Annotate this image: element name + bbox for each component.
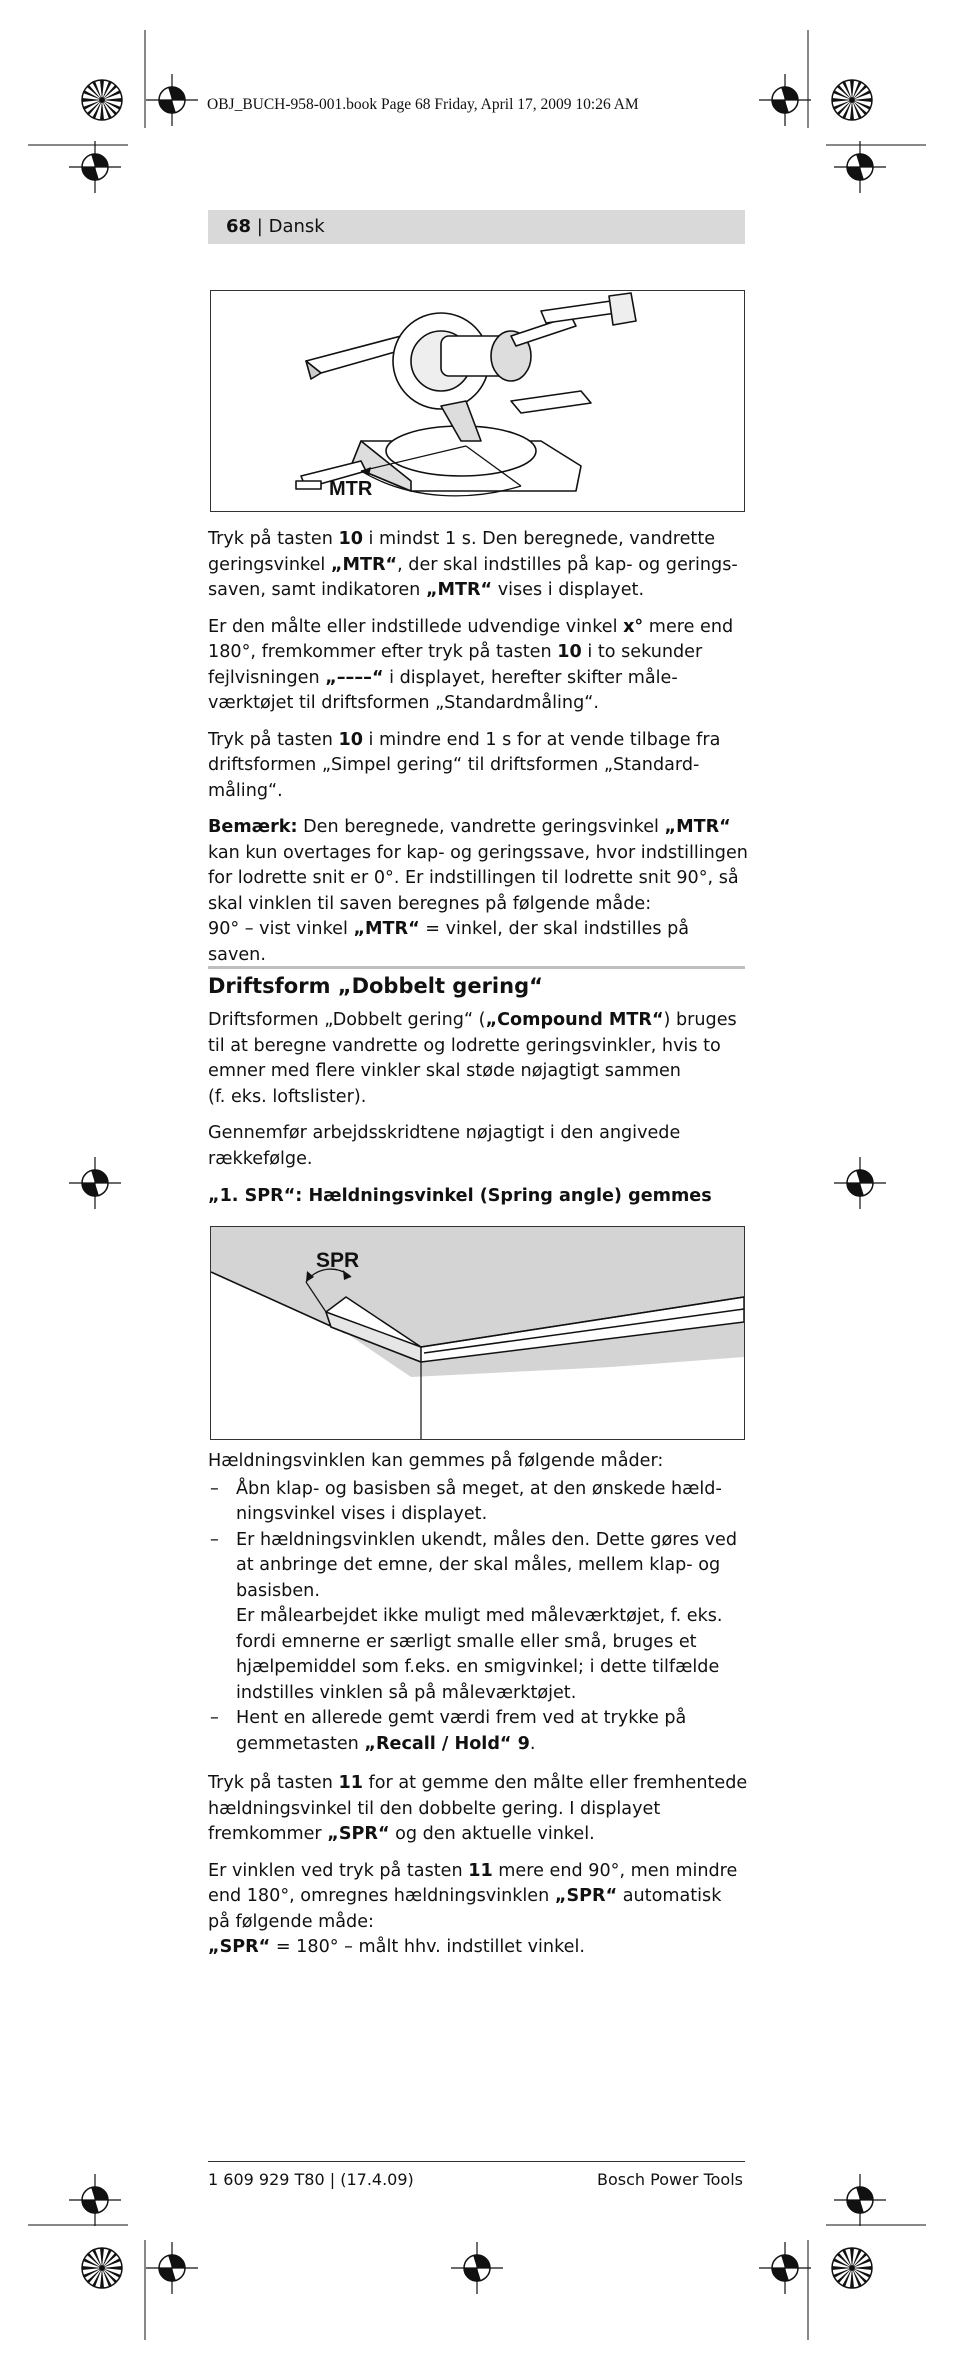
- paragraph: Tryk på tasten 10 i mindre end 1 s for at vende tilbage fra driftsformen „Simpel gering“ til driftsformen „Standardmåling“.: [208, 729, 721, 801]
- footer-brand: Bosch Power Tools: [597, 2170, 743, 2189]
- mtr-figure-label: MTR: [329, 478, 373, 500]
- section-separator: [208, 966, 745, 969]
- paragraph: Gennemfør arbejdsskridtene nøjagtigt i den angivede rækkefølge.: [208, 1123, 681, 1169]
- paragraph: Tryk på tasten 10 i mindst 1 s. Den beregnede, vandrette geringsvinkel „MTR“, der skal indstilles på kap- og geringssaven, samt indikatoren „MTR“ vises i displayet.: [208, 529, 738, 600]
- miter-saw-illustration: [211, 291, 744, 511]
- section2-steps: [208, 1449, 748, 1972]
- section-heading: Driftsform „Dobbelt gering“: [208, 974, 543, 998]
- paragraph: Driftsformen „Dobbelt gering“ („Compound MTR“) bruges til at beregne vandrette og lodrette geringsvinkler, hvis to emner med flere vinkler skal støde nøjagtigt sammen (f. eks. loftslister).: [208, 1010, 737, 1107]
- page-language: Dansk: [268, 216, 325, 237]
- section2-intro: [208, 1008, 748, 1183]
- step-heading: „1. SPR“: Hældningsvinkel (Spring angle) gemmes: [208, 1186, 712, 1206]
- paragraph: Hældningsvinklen kan gemmes på følgende måder:: [208, 1451, 664, 1471]
- figure-miter-saw: [210, 290, 745, 512]
- print-file-info: OBJ_BUCH-958-001.book Page 68 Friday, April 17, 2009 10:26 AM: [207, 96, 639, 113]
- page-number: 68: [226, 216, 252, 237]
- paragraph: Tryk på tasten 11 for at gemme den målte eller fremhentede hældningsvinkel til den dobbelte gering. I displayet fremkommer „SPR“ og den aktuelle vinkel.: [208, 1773, 748, 1844]
- footer-rule: [208, 2161, 745, 2162]
- page-band-separator: |: [251, 216, 269, 237]
- paragraph: Er den målte eller indstillede udvendige vinkel x° mere end 180°, fremkommer efter tryk på tasten 10 i to sekunder fejlvisningen „––––“ i displayet, herefter skifter måleværktøjet til driftsformen „Standardmåling“.: [208, 616, 734, 713]
- method-list: [208, 1477, 748, 1758]
- spring-angle-illustration: [211, 1227, 744, 1439]
- page-header-band: [208, 210, 745, 244]
- list-item: – Hent en allerede gemt værdi frem ved at trykke på gemmetasten „Recall / Hold“ 9.: [208, 1706, 748, 1757]
- list-item: – Åbn klap- og basisben så meget, at den ønskede hældningsvinkel vises i displayet.: [208, 1477, 748, 1528]
- figure-spring-angle: [210, 1226, 745, 1440]
- note-paragraph: Bemærk: Den beregnede, vandrette geringsvinkel „MTR“ kan kun overtages for kap- og geringssave, hvor indstillingen for lodrette snit er 0°. Er indstillingen til lodrette snit 90°, så skal vinklen til saven beregnes på følgende måde: 90° – vist vinkel „MTR“ = vinkel, der skal indstilles på saven.: [208, 817, 748, 965]
- section1-text: [208, 527, 748, 979]
- paragraph: Er vinklen ved tryk på tasten 11 mere end 90°, men mindre end 180°, omregnes hældningsvinklen „SPR“ automatisk på følgende måde: „SPR“ = 180° – målt hhv. indstillet vinkel.: [208, 1860, 738, 1957]
- footer-document-number: 1 609 929 T80 | (17.4.09): [208, 2170, 414, 2189]
- list-item: – Er hældningsvinklen ukendt, måles den. Dette gøres ved at anbringe det emne, der skal måles, mellem klap- og basisben. Er målearbejdet ikke muligt med måleværktøjet, f. eks. fordi emnerne er særligt smalle eller små, bruges et hjælpemiddel som f.eks. en smigvinkel; i dette tilfælde indstilles vinklen så på måleværktøjet.: [208, 1528, 748, 1707]
- spr-figure-label: SPR: [316, 1249, 360, 1272]
